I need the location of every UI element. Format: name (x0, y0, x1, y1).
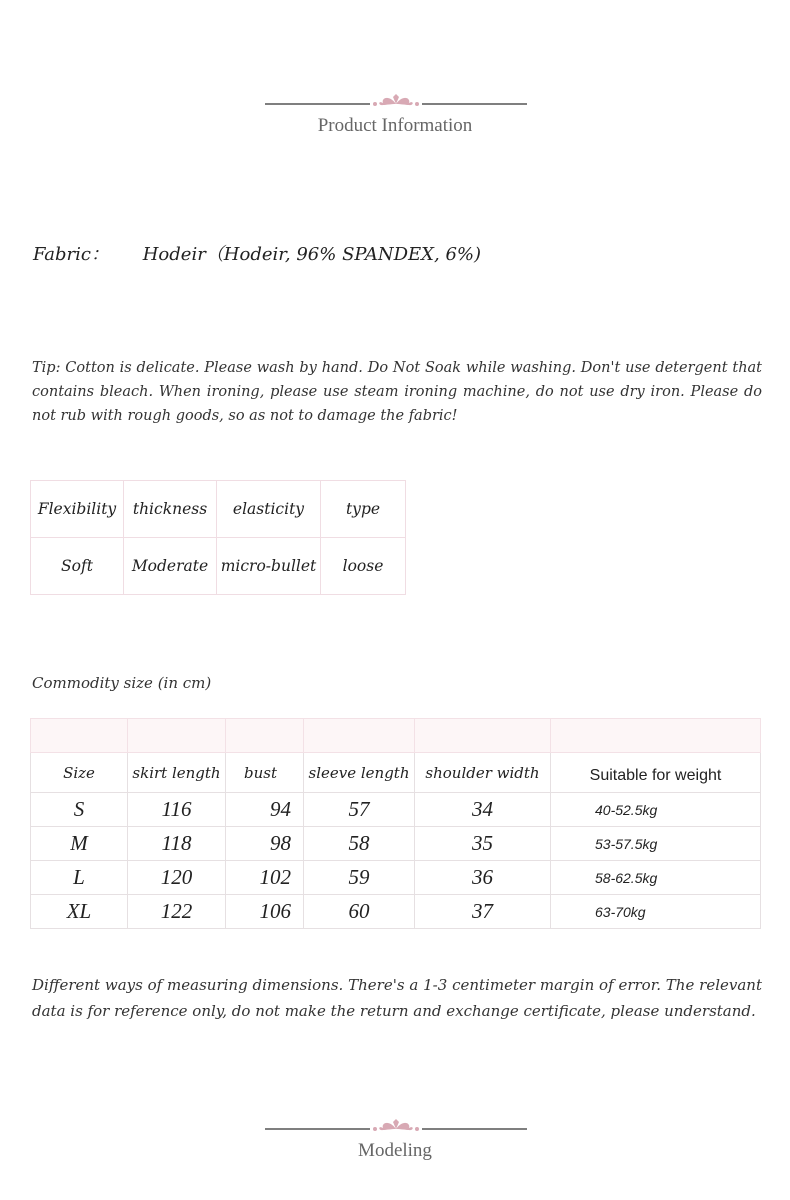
ornament-divider-bottom (265, 1117, 527, 1137)
prop-value-type: loose (321, 538, 406, 595)
prop-value-thickness: Moderate (124, 538, 217, 595)
header-size: Size (31, 753, 128, 793)
header-shoulder-width: shoulder width (415, 753, 551, 793)
prop-header-thickness: thickness (124, 481, 217, 538)
cell-sleeve-length: 57 (304, 793, 415, 827)
cell-size: M (31, 827, 128, 861)
table-row (31, 895, 761, 929)
size-table (30, 718, 761, 929)
cell-shoulder-width: 37 (415, 895, 551, 929)
section-title-modeling: Modeling (358, 1140, 432, 1161)
header-bust: bust (226, 753, 304, 793)
care-tip: Tip: Cotton is delicate. Please wash by hand. Do Not Soak while washing. Don't use detergent that contains bleach. When ironing, please use steam ironing machine, do not use dry iron. Please do not rub with rough goods, so as not to damage the fabric! (32, 360, 762, 424)
cell-sleeve-length: 59 (304, 861, 415, 895)
cell-skirt-length: 120 (128, 861, 226, 895)
prop-header-elasticity: elasticity (217, 481, 321, 538)
table-row (31, 793, 761, 827)
table-row (31, 861, 761, 895)
cell-weight: 53-57.5kg (551, 827, 761, 861)
cell-sleeve-length: 58 (304, 827, 415, 861)
cell-bust: 94 (226, 793, 304, 827)
table-row (31, 827, 761, 861)
prop-header-flexibility: Flexibility (31, 481, 124, 538)
cell-bust: 98 (226, 827, 304, 861)
fabric-value: Hodeir（Hodeir, 96% SPANDEX, 6%) (142, 244, 482, 265)
commodity-size-label: Commodity size (in cm) (32, 674, 212, 692)
properties-table (30, 480, 406, 595)
fabric-line (33, 240, 481, 266)
cell-weight: 40-52.5kg (551, 793, 761, 827)
cell-skirt-length: 116 (128, 793, 226, 827)
section-title-product-information: Product Information (317, 115, 473, 136)
cell-size: L (31, 861, 128, 895)
prop-value-flexibility: Soft (31, 538, 124, 595)
size-table-top-band (31, 719, 761, 753)
cell-shoulder-width: 35 (415, 827, 551, 861)
measurement-note: Different ways of measuring dimensions. There's a 1-3 centimeter margin of error. The relevant data is for reference only, do not make the return and exchange certificate, please understand. (32, 976, 762, 1020)
size-table-header (31, 753, 761, 793)
cell-skirt-length: 118 (128, 827, 226, 861)
cell-weight: 58-62.5kg (551, 861, 761, 895)
cell-shoulder-width: 34 (415, 793, 551, 827)
cell-bust: 106 (226, 895, 304, 929)
header-sleeve-length: sleeve length (304, 753, 415, 793)
prop-value-elasticity: micro-bullet (217, 538, 321, 595)
cell-size: S (31, 793, 128, 827)
cell-sleeve-length: 60 (304, 895, 415, 929)
cell-weight: 63-70kg (551, 895, 761, 929)
ornament-divider-top (265, 92, 527, 112)
prop-header-type: type (321, 481, 406, 538)
cell-shoulder-width: 36 (415, 861, 551, 895)
fabric-label: Fabric： (33, 244, 109, 265)
header-suitable-weight: Suitable for weight (551, 753, 761, 793)
cell-skirt-length: 122 (128, 895, 226, 929)
cell-bust: 102 (226, 861, 304, 895)
cell-size: XL (31, 895, 128, 929)
header-skirt-length: skirt length (128, 753, 226, 793)
